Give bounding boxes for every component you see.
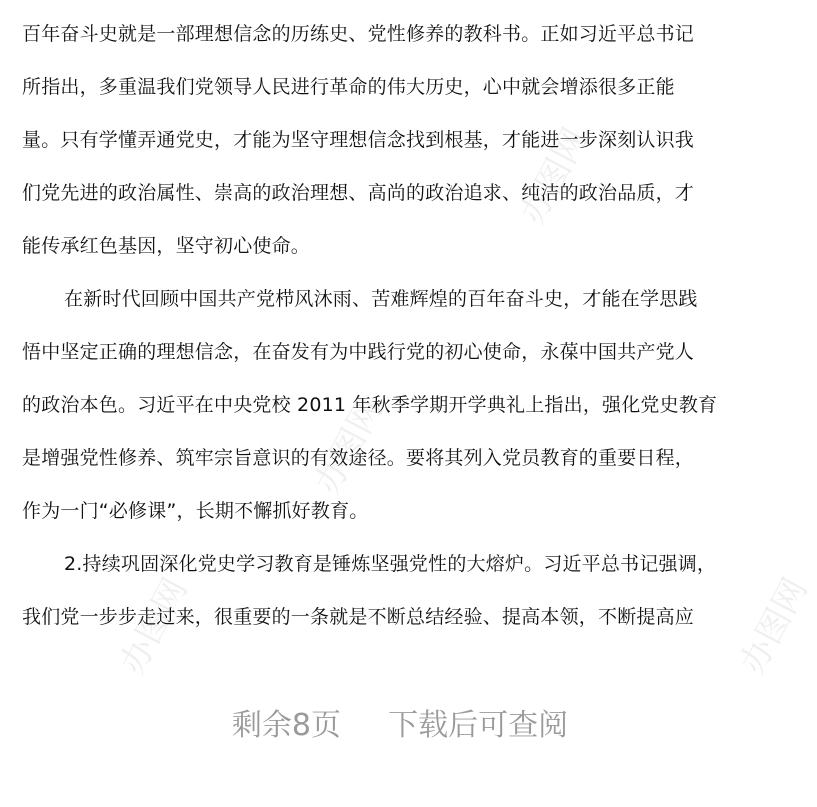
text-line: 作为一门“必修课”，长期不懈抓好教育。 — [22, 500, 369, 522]
text-line: 是增强党性修养、筑牢宗旨意识的有效途径。要将其列入党员教育的重要日程， — [22, 447, 695, 469]
text-line: 量。只有学懂弄通党史，才能为坚守理想信念找到根基，才能进一步深刻认识我 — [22, 129, 695, 151]
text-line: 悟中坚定正确的理想信念，在奋发有为中践行党的初心使命，永葆中国共产党人 — [22, 341, 695, 363]
download-to-view-label: 下载后可查阅 — [388, 708, 569, 743]
text-line: 在新时代回顾中国共产党栉风沐雨、苦难辉煌的百年奋斗史，才能在学思践 — [64, 288, 698, 310]
text-line: 我们党一步步走过来，很重要的一条就是不断总结经验、提高本领，不断提高应 — [22, 606, 695, 628]
watermark: 办图网 — [732, 571, 816, 681]
watermark: 办图网 — [112, 571, 196, 681]
text-line: 的政治本色。习近平在中央党校 2011 年秋季学期开学典礼上指出，强化党史教育 — [22, 394, 718, 416]
text-line: 百年奋斗史就是一部理想信念的历练史、党性修养的教科书。正如习近平总书记 — [22, 23, 695, 45]
text-line: 们党先进的政治属性、崇高的政治理想、高尚的政治追求、纯洁的政治品质，才 — [22, 182, 695, 204]
text-line: 所指出，多重温我们党领导人民进行革命的伟大历史，心中就会增添很多正能 — [22, 76, 675, 98]
document-body — [22, 14, 778, 650]
watermark: 办图网 — [307, 391, 391, 501]
text-line: 能传承红色基因，坚守初心使命。 — [22, 235, 311, 257]
download-prompt[interactable] — [0, 700, 800, 744]
text-line: 2.持续巩固深化党史学习教育是锤炼坚强党性的大熔炉。习近平总书记强调， — [64, 553, 717, 575]
watermark: 办图网 — [512, 121, 596, 231]
remaining-pages-label: 剩余8页 — [231, 708, 341, 743]
